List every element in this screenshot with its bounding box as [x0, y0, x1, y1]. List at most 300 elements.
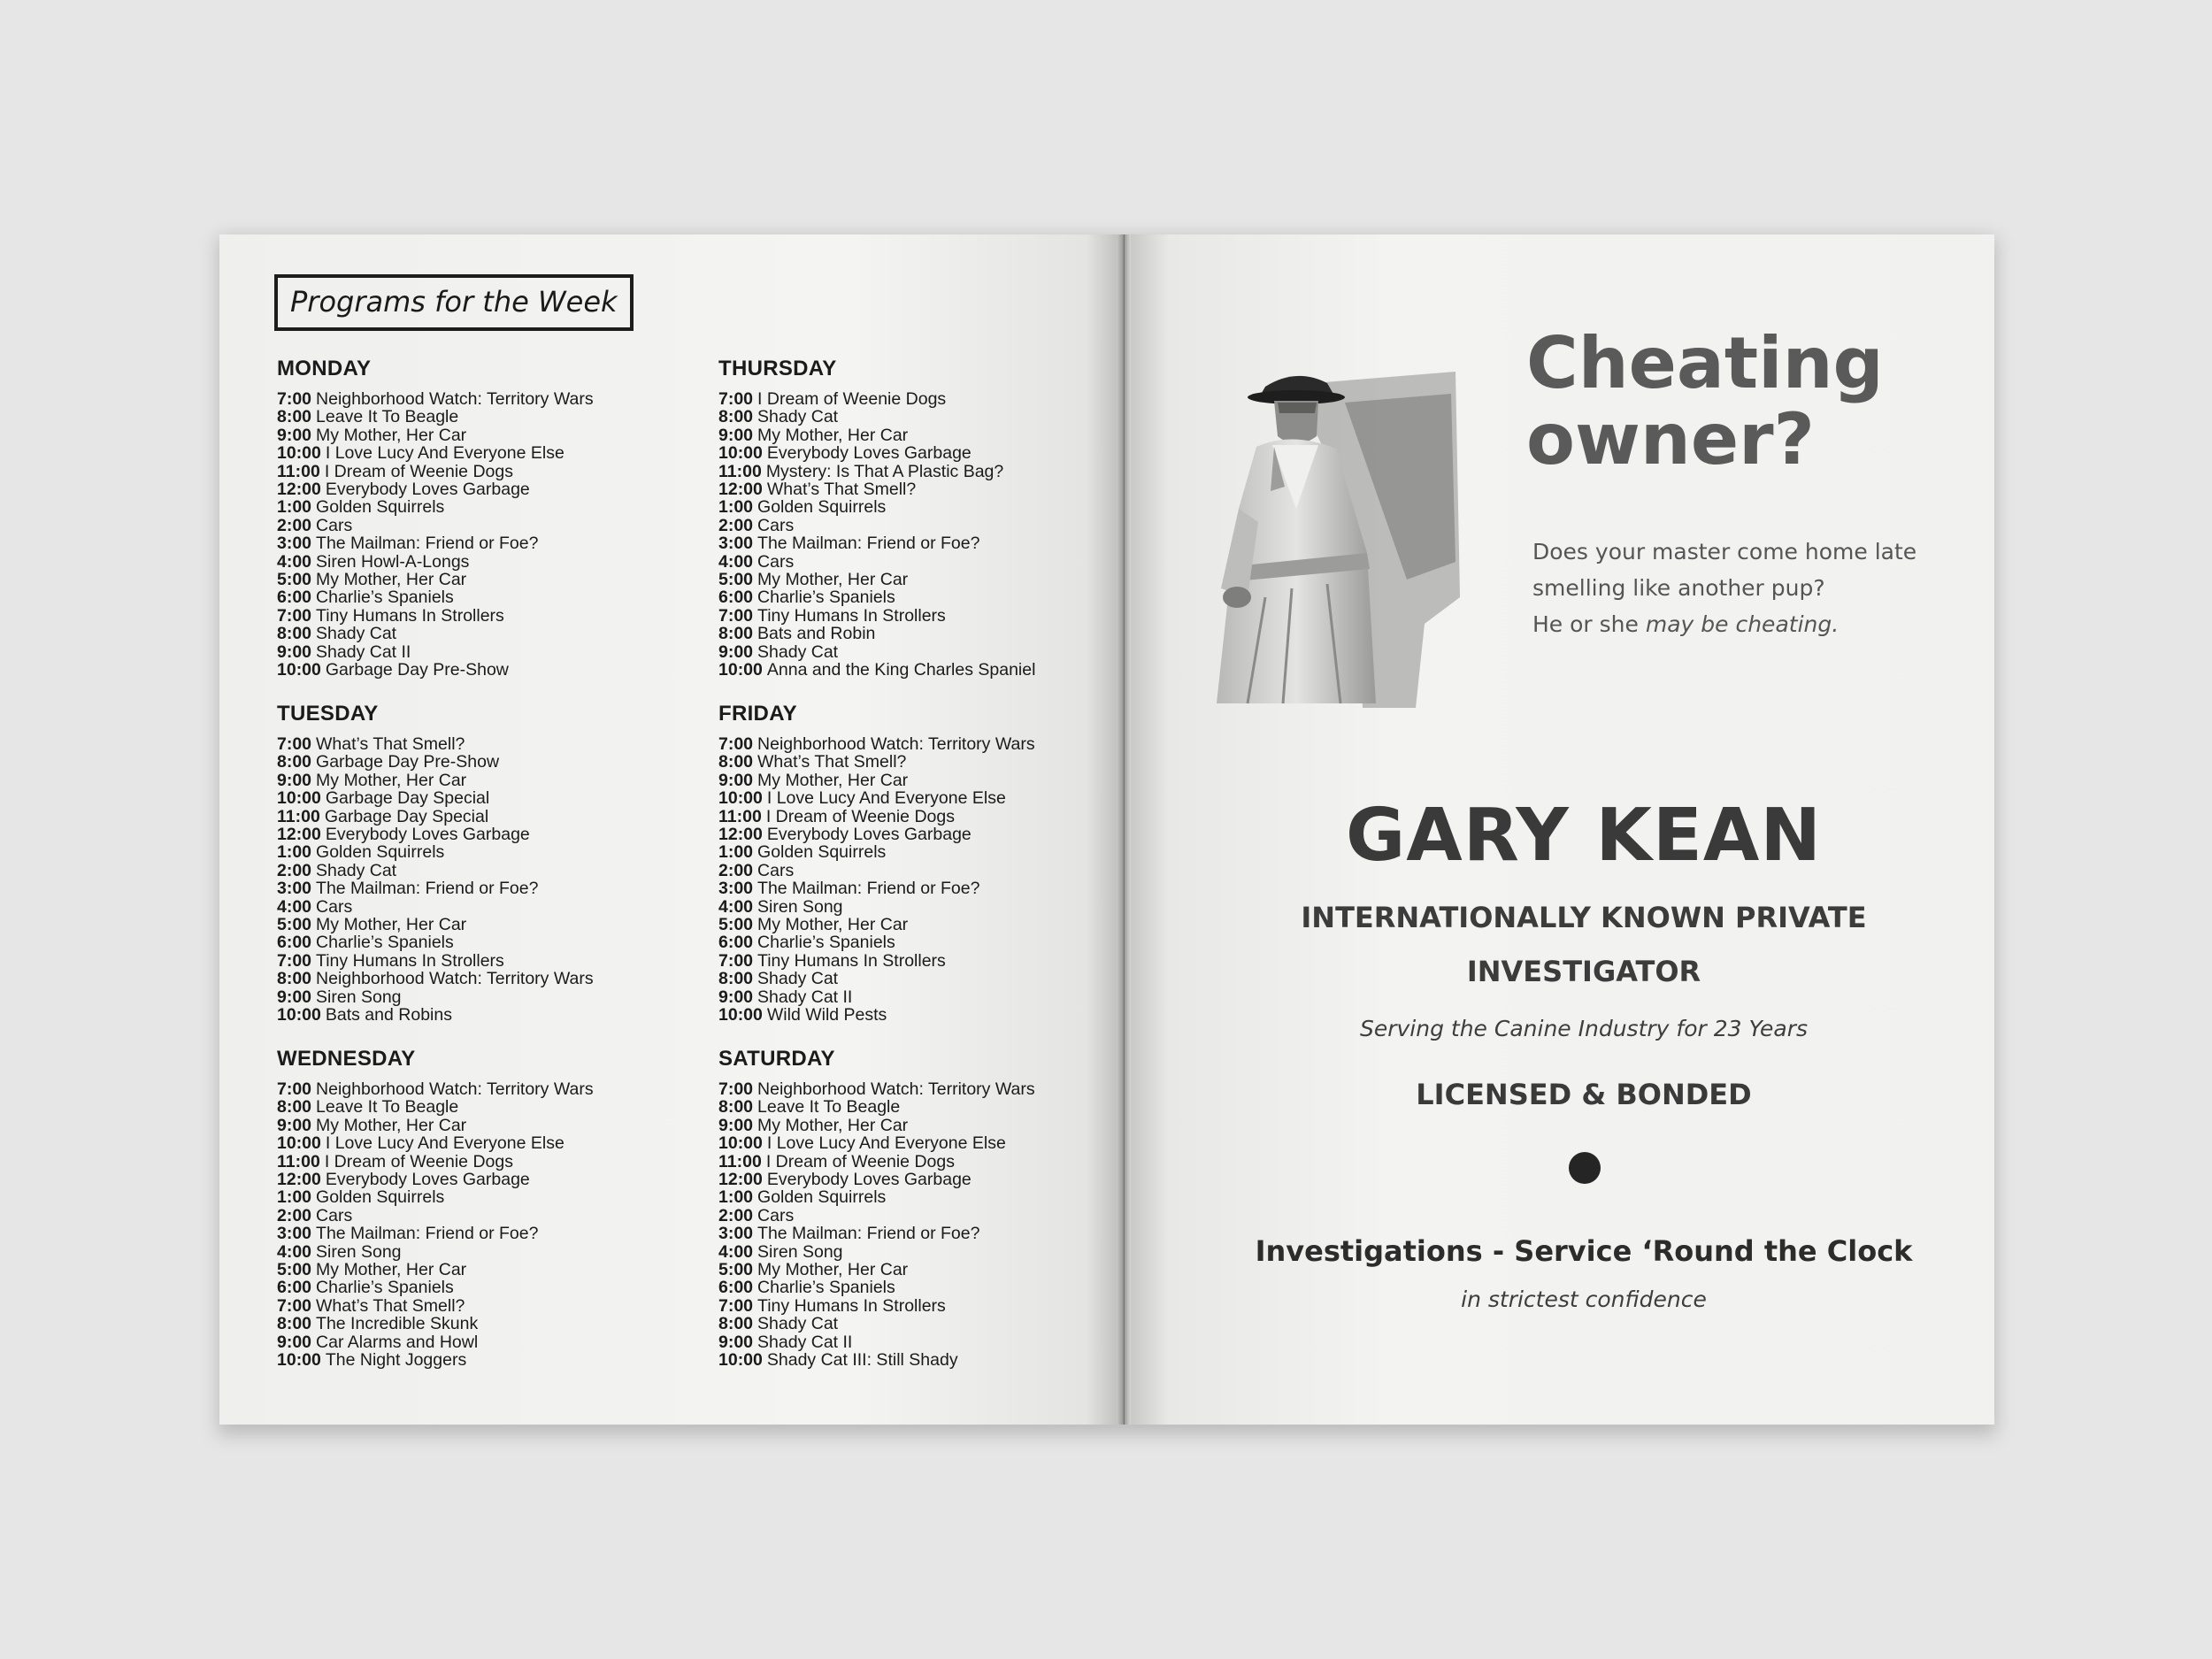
teaser-line-3-plain: He or she	[1532, 611, 1646, 637]
schedule-show: Cars	[757, 551, 795, 572]
day-name: THURSDAY	[718, 357, 837, 380]
schedule-row	[277, 571, 693, 588]
schedule-show: Wild Wild Pests	[766, 1005, 887, 1025]
schedule-row	[277, 1134, 693, 1152]
schedule-show: Everybody Loves Garbage	[325, 825, 530, 845]
schedule-time: 8:00	[277, 969, 312, 989]
schedule-show: Golden Squirrels	[316, 842, 445, 863]
schedule-show: Shady Cat II	[757, 1332, 853, 1352]
schedule-show: Car Alarms and Howl	[316, 1332, 479, 1352]
day-wednesday	[277, 1047, 693, 1370]
schedule-row	[277, 1261, 693, 1279]
schedule-time: 7:00	[718, 1079, 754, 1099]
schedule-time: 8:00	[718, 407, 754, 427]
schedule-row	[277, 1098, 693, 1116]
schedule-row	[277, 772, 693, 789]
schedule-show: I Dream of Weenie Dogs	[765, 806, 955, 826]
schedule-row	[277, 970, 693, 987]
schedule-show: Everybody Loves Garbage	[766, 443, 972, 464]
schedule-time: 11:00	[277, 806, 320, 826]
schedule-time: 4:00	[277, 1241, 312, 1262]
schedule-show: Shady Cat	[757, 641, 839, 662]
schedule-time: 6:00	[718, 933, 754, 953]
schedule-show: Cars	[757, 515, 795, 535]
schedule-time: 8:00	[277, 407, 312, 427]
schedule-row	[277, 625, 693, 642]
schedule-time: 10:00	[277, 1350, 321, 1371]
schedule-show: Cars	[316, 1205, 353, 1225]
schedule-row	[277, 1351, 693, 1369]
schedule-show: Tiny Humans In Strollers	[757, 605, 946, 626]
schedule-show: Siren Song	[316, 1241, 402, 1262]
schedule-row	[718, 1153, 1134, 1171]
schedule-show: Siren Howl-A-Longs	[316, 551, 470, 572]
schedule-time: 10:00	[277, 443, 321, 464]
schedule-row	[718, 408, 1134, 426]
schedule-show: Shady Cat II	[757, 987, 853, 1007]
programs-heading: Programs for the Week	[274, 274, 634, 331]
schedule-show: Garbage Day Pre-Show	[316, 752, 500, 772]
schedule-list	[718, 735, 1134, 1025]
schedule-show: Cars	[757, 1205, 795, 1225]
schedule-show: Shady Cat III: Still Shady	[766, 1350, 958, 1371]
schedule-show: What’s That Smell?	[757, 752, 907, 772]
schedule-show: Golden Squirrels	[316, 497, 445, 518]
schedule-time: 1:00	[718, 842, 754, 863]
schedule-show: What’s That Smell?	[316, 1295, 465, 1316]
schedule-show: Charlie’s Spaniels	[757, 933, 895, 953]
schedule-row	[277, 588, 693, 606]
tagline: Serving the Canine Industry for 23 Years	[1359, 1016, 1809, 1041]
schedule-time: 8:00	[718, 624, 754, 644]
schedule-show: Neighborhood Watch: Territory Wars	[757, 734, 1035, 754]
schedule-time: 1:00	[718, 1187, 754, 1208]
day-name: SATURDAY	[718, 1047, 835, 1071]
schedule-show: My Mother, Her Car	[316, 570, 467, 590]
day-name: TUESDAY	[277, 702, 379, 726]
schedule-show: Garbage Day Special	[324, 806, 489, 826]
schedule-row	[718, 879, 1134, 897]
schedule-row	[718, 735, 1134, 753]
day-thursday	[718, 357, 1134, 680]
schedule-list	[277, 735, 693, 1025]
schedule-show: Charlie’s Spaniels	[316, 1278, 454, 1298]
schedule-time: 1:00	[277, 1187, 312, 1208]
schedule-row	[718, 463, 1134, 480]
schedule-row	[718, 1243, 1134, 1261]
licensed-bonded: LICENSED & BONDED	[1416, 1078, 1752, 1111]
schedule-show: My Mother, Her Car	[757, 915, 909, 935]
schedule-row	[718, 607, 1134, 625]
schedule-row	[718, 625, 1134, 642]
schedule-show: My Mother, Her Car	[757, 1115, 909, 1135]
schedule-row	[718, 1333, 1134, 1351]
schedule-row	[718, 1117, 1134, 1134]
schedule-show: Garbage Day Pre-Show	[325, 660, 509, 680]
schedule-time: 9:00	[277, 987, 312, 1007]
schedule-time: 8:00	[277, 1314, 312, 1334]
schedule-show: Everybody Loves Garbage	[325, 480, 530, 500]
schedule-show: The Night Joggers	[325, 1350, 467, 1371]
schedule-row	[718, 444, 1134, 462]
schedule-time: 10:00	[277, 1005, 321, 1025]
schedule-show: I Love Lucy And Everyone Else	[766, 1133, 1006, 1154]
schedule-show: Golden Squirrels	[757, 842, 887, 863]
schedule-time: 8:00	[277, 624, 312, 644]
schedule-row	[718, 588, 1134, 606]
schedule-time: 4:00	[277, 896, 312, 917]
schedule-row	[277, 607, 693, 625]
schedule-show: Charlie’s Spaniels	[757, 588, 895, 608]
schedule-row	[718, 517, 1134, 534]
schedule-row	[277, 933, 693, 951]
schedule-show: Cars	[757, 860, 795, 880]
schedule-show: Cars	[316, 896, 353, 917]
schedule-row	[277, 826, 693, 843]
teaser-line-3	[1532, 606, 1916, 642]
schedule-row	[277, 661, 693, 679]
schedule-show: Tiny Humans In Strollers	[757, 950, 946, 971]
schedule-row	[718, 1315, 1134, 1333]
schedule-time: 9:00	[277, 770, 312, 790]
schedule-time: 12:00	[277, 825, 321, 845]
schedule-show: Charlie’s Spaniels	[316, 588, 454, 608]
schedule-row	[277, 1153, 693, 1171]
schedule-time: 10:00	[718, 660, 763, 680]
schedule-row	[277, 1171, 693, 1188]
schedule-time: 9:00	[277, 1115, 312, 1135]
schedule-row	[277, 1333, 693, 1351]
schedule-time: 5:00	[277, 915, 312, 935]
schedule-row	[718, 898, 1134, 916]
schedule-time: 11:00	[718, 461, 762, 481]
schedule-show: Shady Cat	[757, 1314, 839, 1334]
schedule-show: The Incredible Skunk	[316, 1314, 479, 1334]
schedule-time: 1:00	[277, 842, 312, 863]
schedule-time: 12:00	[277, 1170, 321, 1190]
schedule-row	[277, 1080, 693, 1098]
schedule-time: 7:00	[277, 950, 312, 971]
schedule-time: 3:00	[718, 879, 754, 899]
teaser-text	[1532, 534, 1916, 642]
day-friday	[718, 702, 1134, 1025]
schedule-show: Siren Song	[757, 896, 843, 917]
schedule-row	[718, 1297, 1134, 1315]
headline-line-1: Cheating	[1526, 322, 1884, 404]
schedule-time: 10:00	[277, 788, 321, 809]
schedule-show: Shady Cat	[316, 624, 397, 644]
schedule-time: 9:00	[718, 425, 754, 445]
schedule-show: My Mother, Her Car	[316, 1260, 467, 1280]
schedule-time: 4:00	[718, 1241, 754, 1262]
schedule-row	[718, 1006, 1134, 1024]
schedule-row	[718, 1225, 1134, 1242]
schedule-time: 8:00	[718, 752, 754, 772]
schedule-row	[277, 862, 693, 879]
schedule-show: Shady Cat	[757, 407, 839, 427]
schedule-time: 10:00	[718, 1350, 763, 1371]
schedule-time: 3:00	[277, 1224, 312, 1244]
schedule-time: 6:00	[277, 1278, 312, 1298]
schedule-time: 8:00	[718, 1314, 754, 1334]
schedule-row	[277, 898, 693, 916]
schedule-time: 2:00	[277, 515, 312, 535]
schedule-show: The Mailman: Friend or Foe?	[316, 879, 539, 899]
headline-line-2: owner?	[1526, 398, 1815, 480]
schedule-show: Leave It To Beagle	[757, 1097, 901, 1118]
schedule-show: What’s That Smell?	[766, 480, 917, 500]
schedule-row	[718, 753, 1134, 771]
schedule-time: 5:00	[277, 1260, 312, 1280]
schedule-show: Golden Squirrels	[757, 497, 887, 518]
detective-photo	[1186, 332, 1460, 708]
schedule-time: 8:00	[277, 752, 312, 772]
schedule-row	[277, 1006, 693, 1024]
schedule-time: 10:00	[277, 1133, 321, 1154]
schedule-show: Golden Squirrels	[757, 1187, 887, 1208]
schedule-show: Everybody Loves Garbage	[325, 1170, 530, 1190]
schedule-time: 5:00	[277, 570, 312, 590]
schedule-row	[718, 643, 1134, 661]
schedule-show: My Mother, Her Car	[316, 425, 467, 445]
schedule-row	[718, 843, 1134, 861]
schedule-time: 12:00	[277, 480, 321, 500]
schedule-row	[718, 988, 1134, 1006]
schedule-time: 7:00	[277, 1295, 312, 1316]
schedule-row	[718, 1098, 1134, 1116]
schedule-time: 7:00	[277, 1079, 312, 1099]
schedule-row	[277, 553, 693, 571]
schedule-row	[718, 1207, 1134, 1225]
schedule-show: I Dream of Weenie Dogs	[757, 389, 947, 409]
schedule-row	[277, 916, 693, 933]
schedule-time: 9:00	[277, 425, 312, 445]
day-name: FRIDAY	[718, 702, 797, 726]
schedule-time: 6:00	[718, 588, 754, 608]
schedule-show: Siren Song	[316, 987, 402, 1007]
schedule-show: My Mother, Her Car	[757, 770, 909, 790]
schedule-row	[277, 498, 693, 516]
schedule-row	[277, 534, 693, 552]
schedule-time: 2:00	[718, 1205, 754, 1225]
schedule-time: 10:00	[718, 443, 763, 464]
schedule-list	[718, 1080, 1134, 1370]
schedule-show: I Love Lucy And Everyone Else	[325, 1133, 565, 1154]
schedule-show: Tiny Humans In Strollers	[316, 950, 504, 971]
schedule-time: 1:00	[718, 497, 754, 518]
schedule-show: Anna and the King Charles Spaniel	[766, 660, 1036, 680]
schedule-time: 12:00	[718, 480, 763, 500]
schedule-time: 2:00	[277, 1205, 312, 1225]
teaser-line-3-italic: may be cheating.	[1645, 611, 1839, 637]
schedule-show: Shady Cat	[757, 969, 839, 989]
schedule-show: My Mother, Her Car	[757, 570, 909, 590]
schedule-row	[718, 480, 1134, 498]
schedule-show: Tiny Humans In Strollers	[316, 605, 504, 626]
schedule-row	[718, 553, 1134, 571]
schedule-row	[718, 772, 1134, 789]
schedule-time: 2:00	[718, 860, 754, 880]
schedule-time: 8:00	[277, 1097, 312, 1118]
schedule-time: 11:00	[718, 1151, 762, 1171]
schedule-show: My Mother, Her Car	[757, 425, 909, 445]
schedule-show: My Mother, Her Car	[316, 1115, 467, 1135]
schedule-time: 9:00	[718, 770, 754, 790]
day-name: MONDAY	[277, 357, 372, 380]
schedule-row	[718, 1171, 1134, 1188]
schedule-row	[277, 1188, 693, 1206]
schedule-time: 12:00	[718, 1170, 763, 1190]
schedule-show: Mystery: Is That A Plastic Bag?	[765, 461, 1004, 481]
schedule-row	[718, 426, 1134, 444]
schedule-show: Leave It To Beagle	[316, 407, 459, 427]
schedule-time: 4:00	[277, 551, 312, 572]
schedule-row	[718, 1080, 1134, 1098]
schedule-time: 6:00	[718, 1278, 754, 1298]
schedule-time: 12:00	[718, 825, 763, 845]
day-monday	[277, 357, 693, 680]
schedule-row	[718, 1351, 1134, 1369]
schedule-show: Neighborhood Watch: Territory Wars	[316, 1079, 594, 1099]
schedule-row	[718, 1279, 1134, 1296]
schedule-time: 11:00	[277, 1151, 320, 1171]
schedule-row	[718, 1188, 1134, 1206]
schedule-row	[718, 498, 1134, 516]
schedule-time: 9:00	[277, 641, 312, 662]
schedule-show: Everybody Loves Garbage	[766, 1170, 972, 1190]
schedule-row	[277, 463, 693, 480]
schedule-time: 4:00	[718, 896, 754, 917]
schedule-show: Tiny Humans In Strollers	[757, 1295, 946, 1316]
schedule-row	[718, 571, 1134, 588]
schedule-row	[277, 1243, 693, 1261]
schedule-time: 9:00	[718, 641, 754, 662]
schedule-time: 3:00	[718, 1224, 754, 1244]
teaser-line-1: Does your master come home late	[1532, 539, 1917, 565]
schedule-row	[718, 970, 1134, 987]
schedule-time: 4:00	[718, 551, 754, 572]
schedule-row	[718, 933, 1134, 951]
schedule-show: I Love Lucy And Everyone Else	[766, 788, 1006, 809]
schedule-time: 8:00	[718, 1097, 754, 1118]
schedule-show: I Dream of Weenie Dogs	[324, 1151, 513, 1171]
schedule-row	[718, 826, 1134, 843]
schedule-show: What’s That Smell?	[316, 734, 465, 754]
schedule-row	[277, 988, 693, 1006]
bullet-dot	[1569, 1152, 1601, 1184]
schedule-time: 3:00	[718, 534, 754, 554]
schedule-show: Neighborhood Watch: Territory Wars	[757, 1079, 1035, 1099]
schedule-time: 7:00	[277, 605, 312, 626]
schedule-row	[718, 789, 1134, 807]
schedule-list	[718, 390, 1134, 680]
schedule-row	[718, 661, 1134, 679]
schedule-time: 8:00	[718, 969, 754, 989]
schedule-show: I Dream of Weenie Dogs	[324, 461, 513, 481]
investigator-title-line-2: INVESTIGATOR	[1466, 955, 1701, 988]
confidence-line: in strictest confidence	[1461, 1286, 1707, 1312]
headline	[1526, 322, 1884, 480]
schedule-time: 2:00	[718, 515, 754, 535]
schedule-show: Golden Squirrels	[316, 1187, 445, 1208]
schedule-show: I Love Lucy And Everyone Else	[325, 443, 565, 464]
schedule-time: 7:00	[718, 605, 754, 626]
schedule-show: Leave It To Beagle	[316, 1097, 459, 1118]
schedule-time: 11:00	[718, 806, 762, 826]
schedule-row	[718, 808, 1134, 826]
schedule-row	[718, 534, 1134, 552]
schedule-time: 7:00	[718, 1295, 754, 1316]
schedule-show: Garbage Day Special	[325, 788, 490, 809]
schedule-time: 1:00	[277, 497, 312, 518]
schedule-show: The Mailman: Friend or Foe?	[757, 1224, 980, 1244]
schedule-time: 9:00	[718, 987, 754, 1007]
day-name: WEDNESDAY	[277, 1047, 416, 1071]
schedule-show: My Mother, Her Car	[316, 770, 467, 790]
schedule-row	[277, 843, 693, 861]
schedule-row	[718, 1134, 1134, 1152]
schedule-time: 3:00	[277, 879, 312, 899]
schedule-row	[277, 808, 693, 826]
schedule-time: 7:00	[277, 734, 312, 754]
schedule-show: Siren Song	[757, 1241, 843, 1262]
schedule-time: 6:00	[277, 933, 312, 953]
schedule-show: The Mailman: Friend or Foe?	[757, 534, 980, 554]
schedule-time: 7:00	[277, 389, 312, 409]
schedule-row	[277, 390, 693, 408]
schedule-show: Cars	[316, 515, 353, 535]
schedule-time: 11:00	[277, 461, 320, 481]
schedule-row	[277, 1207, 693, 1225]
schedule-time: 7:00	[718, 734, 754, 754]
schedule-time: 3:00	[277, 534, 312, 554]
schedule-row	[718, 390, 1134, 408]
schedule-show: My Mother, Her Car	[757, 1260, 909, 1280]
schedule-row	[277, 789, 693, 807]
schedule-time: 10:00	[277, 660, 321, 680]
schedule-row	[277, 1117, 693, 1134]
schedule-show: Charlie’s Spaniels	[316, 933, 454, 953]
services-line: Investigations - Service ‘Round the Clock	[1255, 1234, 1913, 1268]
schedule-show: Neighborhood Watch: Territory Wars	[316, 389, 594, 409]
schedule-time: 2:00	[277, 860, 312, 880]
schedule-time: 9:00	[277, 1332, 312, 1352]
schedule-row	[277, 952, 693, 970]
schedule-show: Bats and Robin	[757, 624, 876, 644]
investigator-name: GARY KEAN	[1346, 794, 1822, 878]
schedule-show: My Mother, Her Car	[316, 915, 467, 935]
schedule-row	[277, 1297, 693, 1315]
schedule-list	[277, 390, 693, 680]
schedule-show: Charlie’s Spaniels	[757, 1278, 895, 1298]
schedule-time: 5:00	[718, 915, 754, 935]
schedule-time: 5:00	[718, 570, 754, 590]
schedule-row	[277, 480, 693, 498]
schedule-row	[718, 1261, 1134, 1279]
schedule-row	[277, 753, 693, 771]
schedule-row	[277, 426, 693, 444]
schedule-show: Everybody Loves Garbage	[766, 825, 972, 845]
day-tuesday	[277, 702, 693, 1025]
schedule-row	[718, 862, 1134, 879]
schedule-time: 7:00	[718, 389, 754, 409]
schedule-row	[277, 1225, 693, 1242]
schedule-row	[277, 517, 693, 534]
schedule-row	[718, 952, 1134, 970]
schedule-show: Bats and Robins	[325, 1005, 452, 1025]
schedule-time: 10:00	[718, 788, 763, 809]
schedule-list	[277, 1080, 693, 1370]
